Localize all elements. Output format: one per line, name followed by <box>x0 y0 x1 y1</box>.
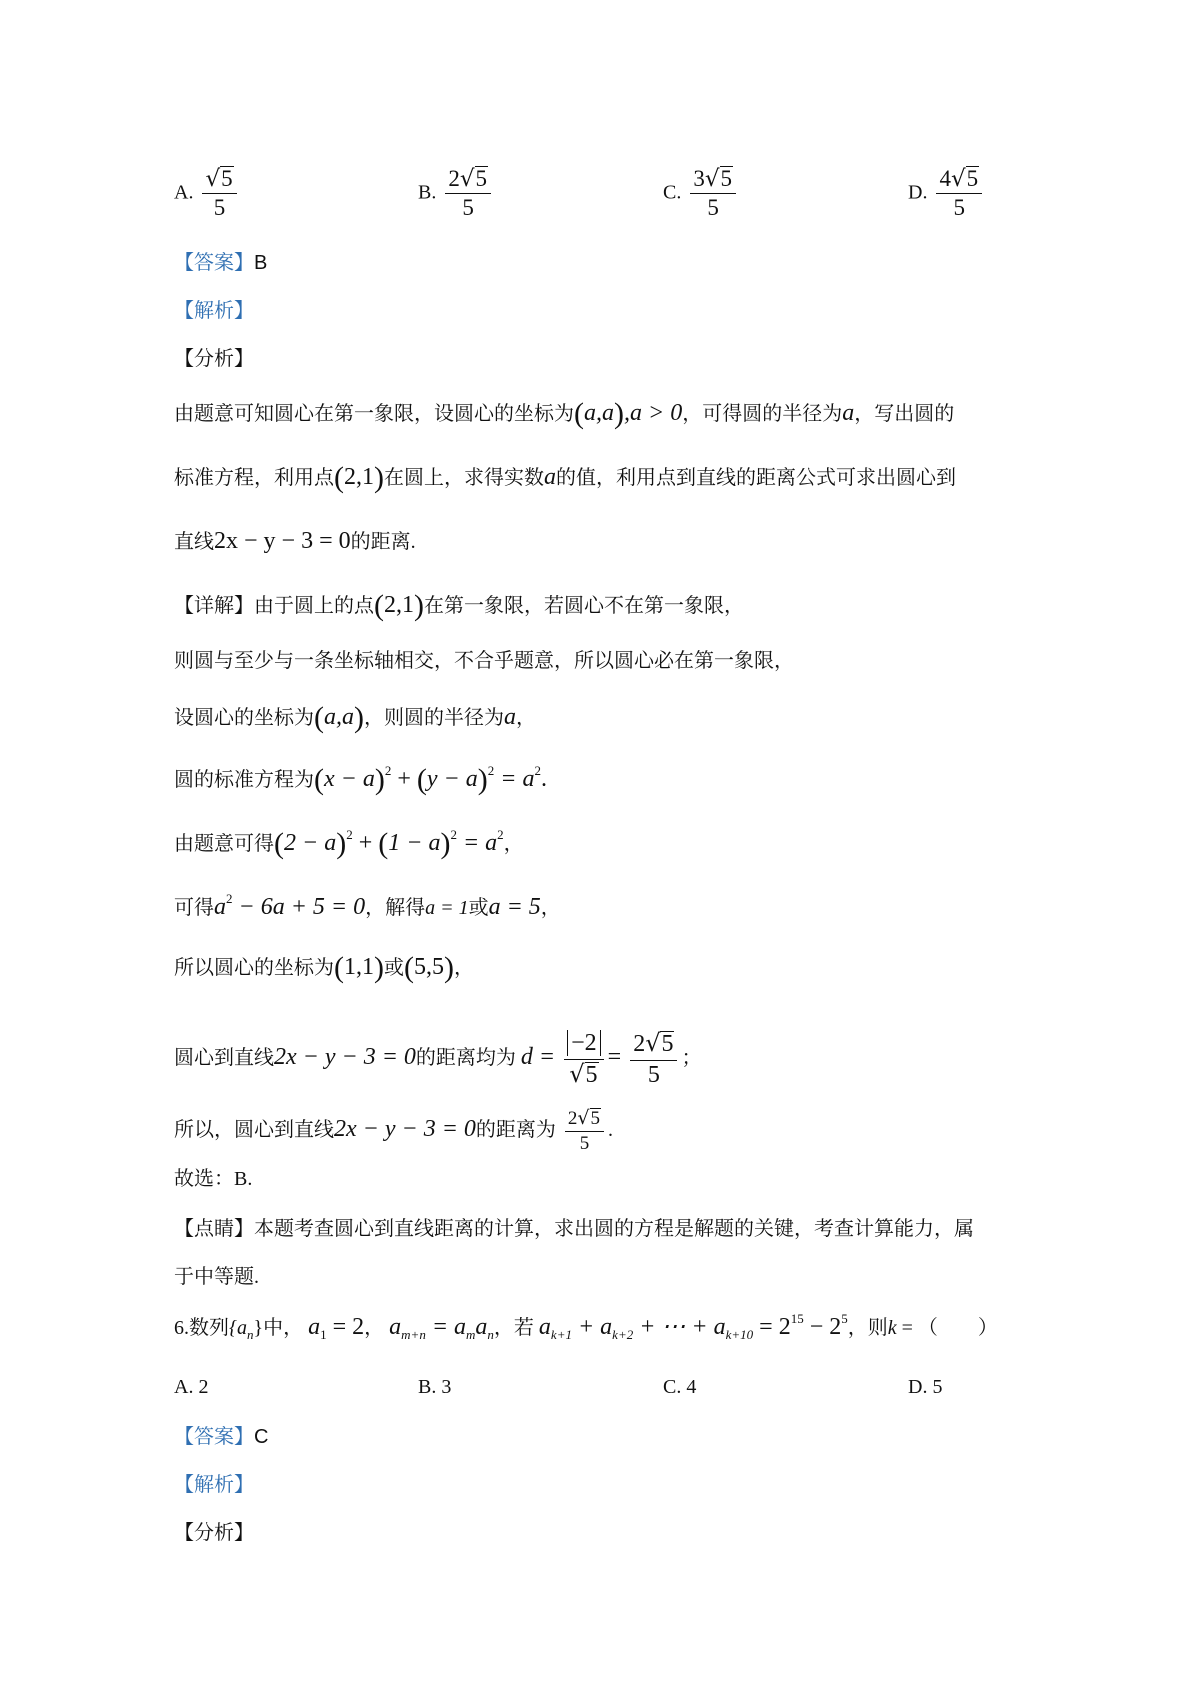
option-d-fraction: $\frac{4√5}{5}$ <box>936 166 982 222</box>
option-c-label: C. <box>663 181 682 204</box>
detail-line-4: 圆的标准方程为$(x - a)^2 + (y - a)^2 = a^2$. <box>174 763 547 796</box>
jiexi-tag: 【解析】 <box>174 300 254 322</box>
question-6: 6.数列$\{a_n\}$中， $a_1 = 2$， $a_{m+n} = a_ma_n$，若 $a_{k+1} + a_{k+2}$ + ⋯ + $a_{k+10} = 2^{15} - 2^5$，则k = （ ） <box>174 1311 998 1342</box>
option-a-fraction: $\frac{√5}{5}$ <box>202 166 236 222</box>
answer-line-q5 <box>174 248 267 278</box>
answer-value: B <box>254 252 268 274</box>
analysis-line-3: 直线2x − y − 3 = 0的距离. <box>174 528 416 554</box>
answer-tag: 【答案】 <box>174 252 254 274</box>
fenxi-tag: 【分析】 <box>174 348 254 370</box>
detail-line-8: 圆心到直线2x − y − 3 = 0的距离均为 d = $\frac{-2}{√5}$ = $\frac{2√5}{5}$ ； <box>174 1029 702 1088</box>
analysis-line-2: 标准方程，利用点(2,1)在圆上，求得实数a的值，利用点到直线的距离公式可求出圆心到 <box>174 461 956 494</box>
answer-tag-q6: 【答案】 <box>174 1426 254 1448</box>
detail-line-2: 则圆与至少与一条坐标轴相交，不合乎题意，所以圆心必在第一象限， <box>174 650 794 672</box>
q6-option-d: D. 5 <box>908 1376 943 1398</box>
option-c-fraction: $\frac{3√5}{5}$ <box>690 166 736 222</box>
result-fraction: $\frac{2√5}{5}$ <box>565 1108 604 1155</box>
xiangjie-tag: 【详解】 <box>174 595 254 617</box>
option-b <box>418 166 495 222</box>
detail-line-3: 设圆心的坐标为(a,a)，则圆的半径为a， <box>174 701 536 734</box>
detail-line-7: 所以圆心的坐标为(1,1)或(5,5)， <box>174 951 474 984</box>
distance-fraction-1: $\frac{-2}{√5}$ <box>564 1030 604 1089</box>
answer-value-q6: C <box>254 1426 269 1448</box>
q6-option-c: C. 4 <box>663 1376 697 1398</box>
option-b-label: B. <box>418 181 437 204</box>
fenxi-tag-q6: 【分析】 <box>174 1522 254 1544</box>
detail-line-5: 由题意可得$(2 - a)^2 + (1 - a)^2 = a^2$， <box>174 827 524 860</box>
answer-line-q6 <box>174 1422 268 1452</box>
comment-line-2: 于中等题. <box>174 1266 259 1288</box>
comment-line-1: 【点睛】本题考查圆心到直线距离的计算，求出圆的方程是解题的关键，考查计算能力，属 <box>174 1218 974 1240</box>
q6-option-a: A. 2 <box>174 1376 209 1398</box>
option-a <box>174 166 241 222</box>
q6-option-b: B. 3 <box>418 1376 452 1398</box>
detail-line-9: 所以，圆心到直线2x − y − 3 = 0的距离为 $\frac{2√5}{5}$ . <box>174 1107 613 1154</box>
choose-line: 故选：B. <box>174 1168 253 1190</box>
option-c <box>663 166 740 222</box>
option-a-label: A. <box>174 181 194 204</box>
detail-line-6: 可得$a^2 - 6a + 5 = 0$，解得a = 1或a = 5， <box>174 891 561 920</box>
analysis-line-1: 由题意可知圆心在第一象限，设圆心的坐标为(a,a),a > 0，可得圆的半径为a，写出圆的 <box>174 397 955 430</box>
dianjing-tag: 【点睛】 <box>174 1218 254 1240</box>
option-d <box>908 166 986 222</box>
option-d-label: D. <box>908 181 928 204</box>
distance-fraction-2: $\frac{2√5}{5}$ <box>630 1030 677 1089</box>
jiexi-tag-q6: 【解析】 <box>174 1474 254 1496</box>
option-b-fraction: $\frac{2√5}{5}$ <box>445 166 491 222</box>
detail-line-1: 【详解】由于圆上的点(2,1)在第一象限，若圆心不在第一象限， <box>174 589 744 622</box>
